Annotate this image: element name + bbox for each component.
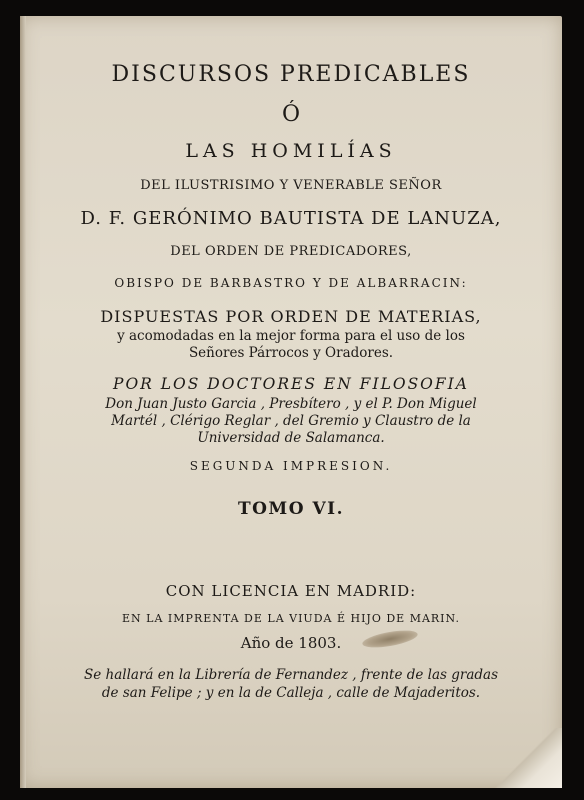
- author-name: D. F. GERÓNIMO BAUTISTA DE LANUZA,: [80, 208, 502, 229]
- author-bishopric: OBISPO DE BARBASTRO Y DE ALBARRACIN:: [114, 276, 468, 290]
- editors-line-3: Universidad de Salamanca.: [197, 430, 385, 446]
- arrangement-line-2: Señores Párrocos y Oradores.: [188, 345, 394, 361]
- title-conjunction: Ó: [281, 102, 301, 127]
- editors-heading: POR LOS DOCTORES EN FILOSOFIA: [113, 375, 469, 393]
- subtitle-homilias: LAS HOMILÍAS: [185, 140, 397, 162]
- editors-line-1: Don Juan Justo Garcia , Presbítero , y el P. Don Miguel: [105, 396, 477, 412]
- bookseller-line-1: Se hallará en la Librería de Fernandez , frente de las gradas: [83, 667, 499, 683]
- author-order: DEL ORDEN DE PREDICADORES,: [170, 244, 412, 259]
- torn-corner: [492, 728, 562, 788]
- volume-number: TOMO VI.: [237, 499, 345, 519]
- editors-line-2: Martél , Clérigo Reglar , del Gremio y Claustro de la: [111, 413, 471, 429]
- arrangement-heading: DISPUESTAS POR ORDEN DE MATERIAS,: [100, 307, 482, 326]
- printer-statement: EN LA IMPRENTA DE LA VIUDA É HIJO DE MARIN.: [122, 612, 460, 625]
- bookseller-line-2: de san Felipe ; y en la de Calleja , calle de Majaderitos.: [101, 685, 481, 701]
- edition-statement: SEGUNDA IMPRESION.: [189, 459, 393, 473]
- book-title: DISCURSOS PREDICABLES: [111, 62, 471, 87]
- author-honorific: DEL ILUSTRISIMO Y VENERABLE SEÑOR: [140, 178, 442, 193]
- arrangement-line-1: y acomodadas en la mejor forma para el uso de los: [117, 328, 465, 344]
- publication-year: Año de 1803.: [240, 634, 342, 652]
- license-statement: CON LICENCIA EN MADRID:: [165, 582, 417, 600]
